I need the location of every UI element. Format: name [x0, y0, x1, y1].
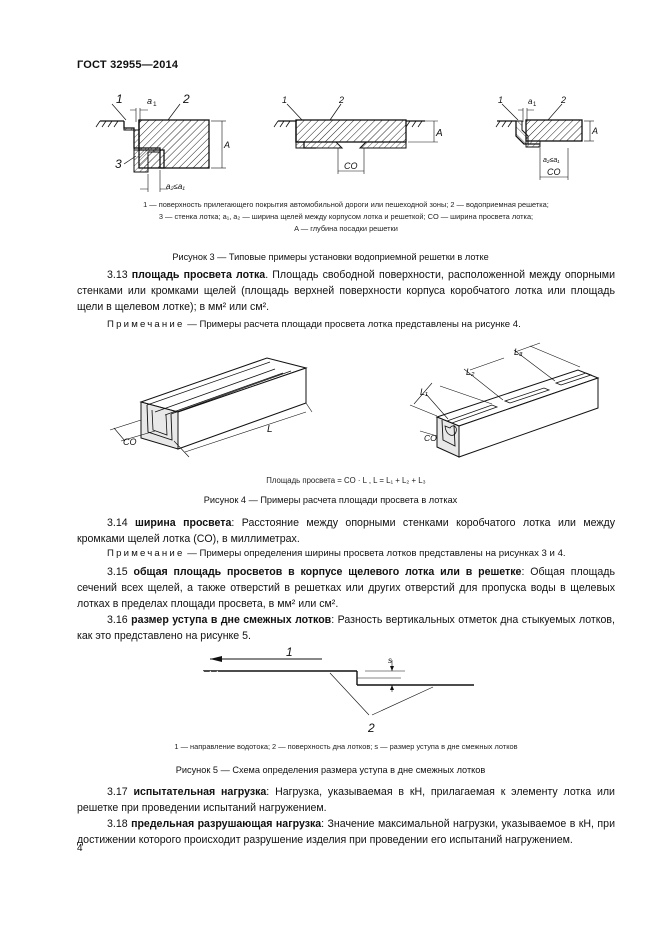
fig3-mid-label-A: A: [436, 128, 443, 139]
note-label: Примечание: [107, 548, 185, 559]
section-3-17-text: : Нагрузка, указываемая в кН, прилагаемая к элементу лотка или решетке при проведении испытаний нагружением.: [77, 786, 615, 814]
section-3-13-number: 3.13: [107, 269, 128, 281]
fig5-caption: Рисунок 5 — Схема определения размера уступа в дне смежных лотков: [175, 765, 486, 775]
fig3-mid-label-CO: CO: [344, 161, 358, 171]
section-3-17: [77, 784, 615, 816]
note-text: — Примеры расчета площади просвета лотка представлены на рисунке 4.: [184, 319, 521, 330]
fig5-flow-arrow-head: [210, 656, 222, 662]
fig3-legend-line-3: A — глубина посадки решетки: [294, 224, 398, 233]
fig3-left-label-a1-sub: 1: [153, 101, 157, 108]
fig3-right-label-CO: CO: [547, 167, 561, 177]
fig3-right-label-a1: a: [528, 97, 533, 106]
section-3-14-number: 3.14: [107, 517, 128, 529]
fig4-right-label-L2: L₂: [466, 367, 475, 377]
section-3-18-term: предельная разрушающая нагрузка: [131, 818, 322, 830]
fig5-label-2: 2: [368, 721, 375, 735]
fig3-right-label-A: A: [592, 126, 599, 136]
fig3-right-label-2: 2: [561, 95, 567, 105]
fig5-label-1: 1: [286, 645, 293, 659]
fig4-left-label-CO: CO: [123, 437, 137, 447]
section-3-18: [77, 816, 615, 848]
fig3-left-label-a1: a: [147, 96, 153, 106]
fig3-left-label-2: 2: [183, 92, 190, 106]
section-3-16-term: размер уступа в дне смежных лотков: [131, 614, 332, 626]
section-3-18-text: : Значение максимальной нагрузки, указываемое в кН, при достижении которого происходит разрушение изделия при проведении его испытаний нагружением.: [77, 818, 615, 846]
section-3-15-number: 3.15: [107, 566, 128, 578]
fig3-right-label-a1-sub: 1: [533, 102, 537, 108]
section-3-15-term: общая площадь просветов в корпусе щелевого лотка или в решетке: [133, 566, 522, 578]
section-3-14-text: : Расстояние между опорными стенками коробчатого лотка или между кромками щелей лотка (CO), в миллиметрах.: [77, 517, 615, 545]
fig4-left-label-L: L: [267, 424, 273, 435]
note-text: — Примеры определения ширины просвета лотков представлены на рисунках 3 и 4.: [184, 548, 566, 559]
section-3-13-text: . Площадь свободной поверхности, расположенной между опорными стенками или кромками щелей (площадь верхней поверхности корпуса коробчатого лотка или площадь щели в щелевом лотке); в мм² или см².: [77, 269, 615, 313]
fig3-left-label-a2-le-a1: a₂≤a₁: [166, 182, 185, 191]
fig4-right-label-L1: L₁: [420, 387, 428, 397]
fig4-right-label-CO: CO: [424, 433, 437, 443]
note-label: Примечание: [107, 319, 185, 330]
section-3-18-number: 3.18: [107, 818, 128, 830]
fig4-formula: Площадь просвета = CO · L , L = L₁ + L₂ + L₃: [266, 476, 426, 485]
fig3-caption: Рисунок 3 — Типовые примеры установки водоприемной решетки в лотке: [172, 252, 489, 262]
fig3-legend-line-2: 3 — стенка лотка; a₁, a₂ — ширина щелей между корпусом лотка и решеткой; CO — ширина просвета лотка;: [158, 212, 534, 221]
fig4-caption: Рисунок 4 — Примеры расчета площади просвета в лотках: [203, 495, 458, 505]
fig5-legend: 1 — направление водотока; 2 — поверхность дна лотков; s — размер уступа в дне смежных лотков: [174, 742, 518, 751]
section-3-14-term: ширина просвета: [135, 517, 232, 529]
section-3-17-number: 3.17: [107, 786, 128, 798]
fig3-left-label-A: A: [224, 140, 231, 150]
section-3-15-text: : Общая площадь сечений всех щелей, а также отверстий в решетках или других отверстий для пропуска воды в щелевых лотках в пределах площади просвета, в мм² или см².: [77, 566, 615, 610]
section-3-16-number: 3.16: [107, 614, 128, 626]
page-number: 4: [77, 843, 83, 854]
document-code: ГОСТ 32955—2014: [77, 59, 179, 71]
fig5-label-s: s: [388, 656, 392, 665]
fig3-mid-label-2: 2: [339, 95, 345, 105]
fig3-mid-label-1: 1: [282, 95, 288, 105]
fig3-left-label-3: 3: [115, 157, 122, 171]
fig3-right-label-a2-le-a1: a₂≤a₁: [543, 157, 560, 164]
fig3-left-label-1: 1: [116, 92, 123, 106]
fig3-right-label-1: 1: [498, 95, 504, 105]
fig3-legend-line-1: 1 — поверхность прилегающего покрытия автомобильной дороги или пешеходной зоны; 2 — водоприемная решетка;: [143, 200, 549, 209]
section-3-17-term: испытательная нагрузка: [133, 786, 267, 798]
section-3-16-text: : Разность вертикальных отметок дна стыкуемых лотков, как это представлено на рисунке 5.: [77, 614, 615, 642]
fig4-right-label-L3: L₃: [514, 347, 523, 357]
section-3-13-term: площадь просвета лотка: [131, 269, 266, 281]
